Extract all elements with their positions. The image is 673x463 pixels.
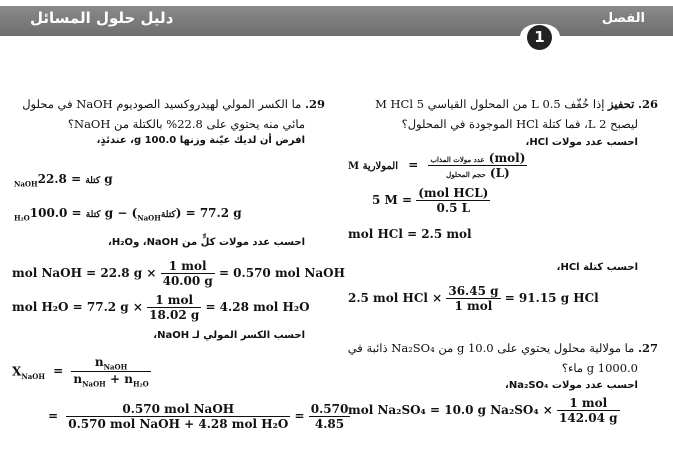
- mole-fraction-result: = $\frac{\text{0.570 mol NaOH}}{\text{0.570 mol NaOH + 4.28 mol H₂O}}$ = $\frac{0.570}{4.85}$: [48, 402, 349, 431]
- q27-line1: 27. ما مولالية محلول يحتوي على 10.0 g من Na₂SO₄ ذائبة في: [347, 341, 658, 355]
- q29-assume: افرض أن لديك عيّنة وزنها 100.0 g، عندئذٍ،: [96, 135, 305, 146]
- step-fraction: احسب الكسر المولي لـ NaOH،: [153, 330, 305, 341]
- q27-line2: 1000.0 g ماء؟: [561, 361, 638, 375]
- mass-h2o: $_{H_2O}$ كتلة = 100.0 $g - (_{NaOH}كتلة) = 77.2$ g: [14, 206, 242, 223]
- mol-h2o-calc: mol H₂O = 77.2 g × $\frac{\text{1 mol}}{18.02 g}$ = 4.28 mol H₂O: [12, 293, 310, 322]
- q26-step1: احسب عدد مولات HCl،: [525, 137, 638, 148]
- q26-step2: احسب كتلة HCl،: [556, 262, 638, 273]
- q26-line1: 26. تحفيز إذا خُفّف 0.5 L من المحلول القياسي 5 M HCl: [375, 97, 658, 111]
- q29-number: 29.: [304, 97, 325, 111]
- mol-hcl-result: mol HCl = 2.5 mol: [348, 227, 472, 241]
- q29-line1: 29. ما الكسر المولي لهيدروكسيد الصوديوم NaOH في محلول: [22, 97, 325, 111]
- step-moles: احسب عدد مولات كلٍّ من NaOH، وH₂O،: [108, 237, 305, 248]
- mass-hcl-calc: 2.5 mol HCl × $\frac{36.45 g}{\text{1 mol}}$ = 91.15 g HCl: [348, 284, 599, 313]
- mass-naoh: $_{NaOH}$ كتلة = 22.8 g: [14, 172, 113, 189]
- q27-step1: احسب عدد مولات Na₂SO₄،: [505, 380, 638, 391]
- q26-line2: ليصبح 2 L، فما كتلة HCl الموجودة في المحلول؟: [401, 117, 638, 131]
- q29-line2: مائي منه يحتوي على 22.8% بالكتلة من NaOH؟: [67, 117, 305, 131]
- chapter-label: الفصل: [601, 11, 645, 26]
- page-header: [0, 0, 673, 46]
- molarity-substitution: 5 M = $\frac{\text{(mol HCL)}}{0.5 L}$: [372, 186, 489, 215]
- mole-fraction-formula: $X_{NaOH}$ = $\frac{n_{NaOH}}{n_{NaOH} + n_{H_2O}}$: [12, 355, 149, 389]
- chapter-number: 1: [527, 25, 552, 50]
- molarity-formula: M المولارية = $\frac{\text{عدد مولات المذاب (mol)}}{\text{حجم المحلول (L)}}$: [348, 151, 526, 180]
- q26-number: 26.: [637, 97, 658, 111]
- mol-na2so4-calc: mol Na₂SO₄ = 10.0 g Na₂SO₄ × $\frac{\text{1 mol}}{142.04 g}$: [348, 396, 618, 425]
- page-title: دليل حلول المسائل: [30, 9, 174, 27]
- q27-number: 27.: [637, 341, 658, 355]
- mol-naoh-calc: mol NaOH = 22.8 g × $\frac{\text{1 mol}}{40.00 g}$ = 0.570 mol NaOH: [12, 259, 345, 288]
